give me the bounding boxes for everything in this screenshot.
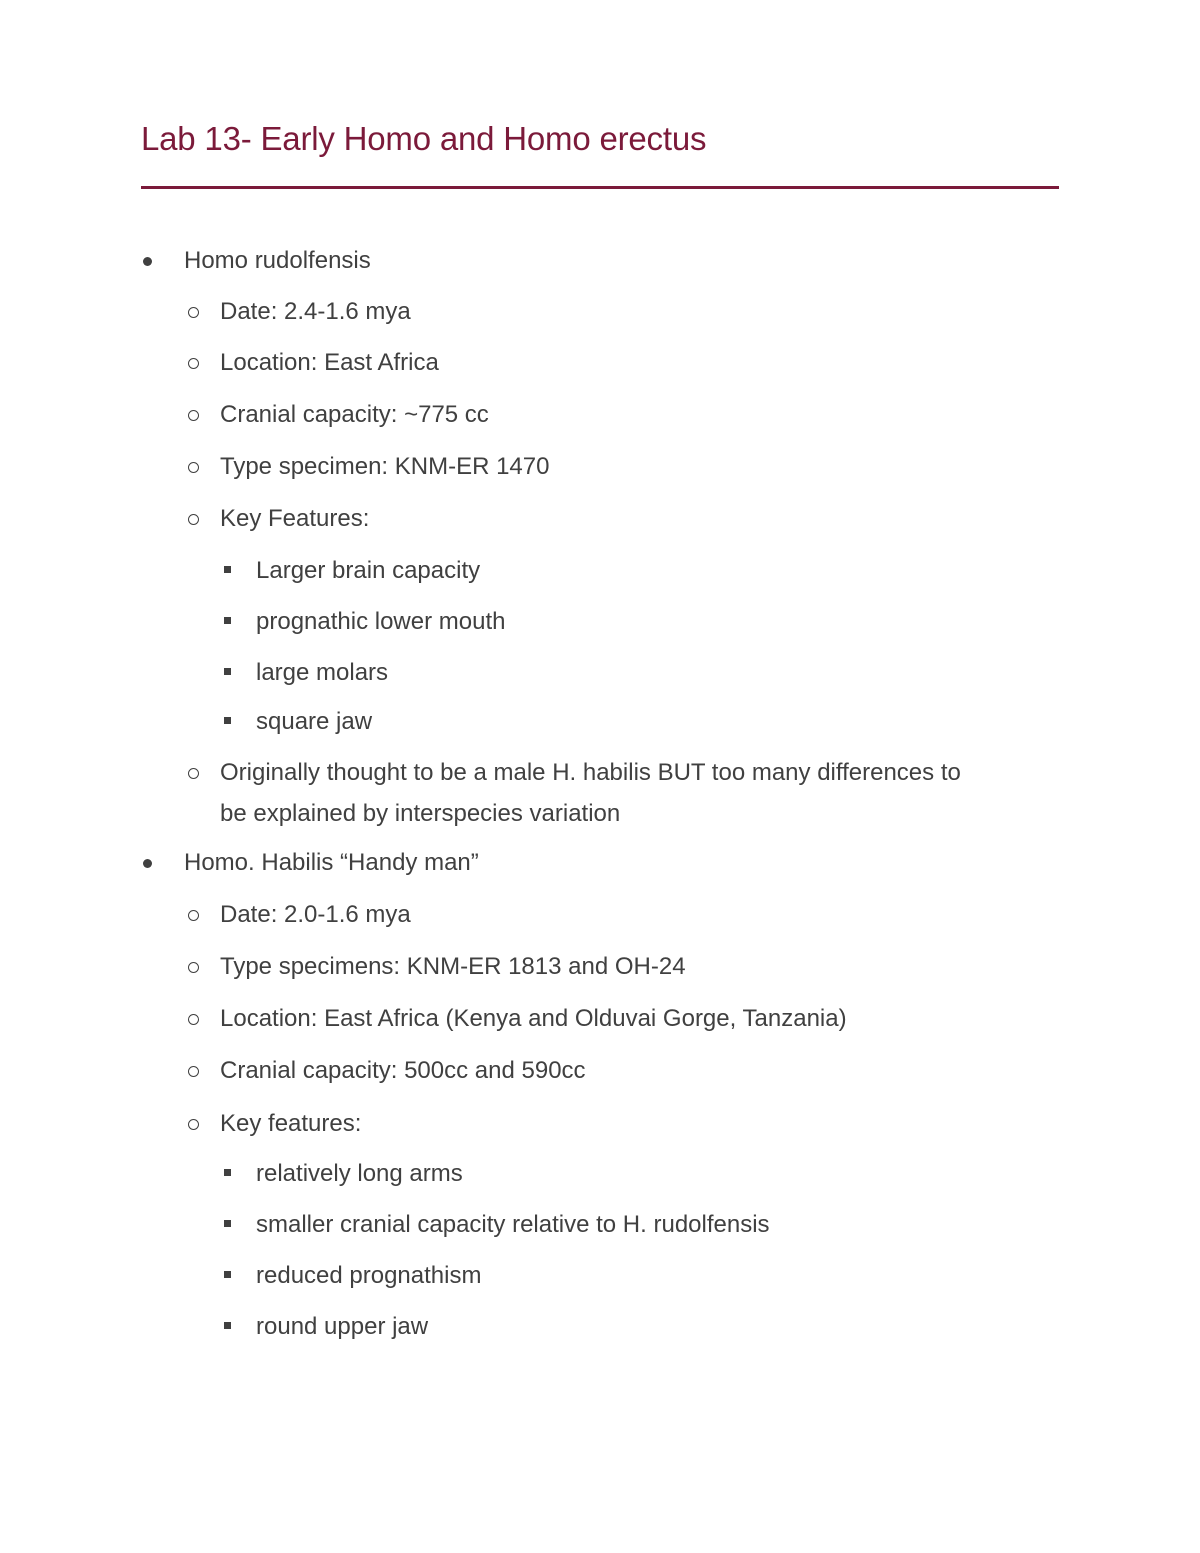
circle-bullet-icon [188,514,199,525]
circle-bullet-icon [188,358,199,369]
circle-bullet-icon [188,410,199,421]
section-heading: Homo. Habilis “Handy man” [184,849,479,876]
feature-item: square jaw [256,708,373,735]
list-item: Key Features: [220,505,370,532]
circle-bullet-icon [188,1014,199,1025]
section-heading: Homo rudolfensis [184,247,371,274]
circle-bullet-icon [188,307,199,318]
list-item: Cranial capacity: 500cc and 590cc [220,1057,586,1084]
circle-bullet-icon [188,910,199,921]
list-item: Key features: [220,1110,362,1137]
feature-item: smaller cranial capacity relative to H. rudolfensis [256,1211,770,1238]
bullet-icon [143,257,152,266]
circle-bullet-icon [188,462,199,473]
list-item: Date: 2.0-1.6 mya [220,901,411,928]
list-item: Location: East Africa [220,349,439,376]
circle-bullet-icon [188,768,199,779]
circle-bullet-icon [188,1119,199,1130]
bullet-icon [143,859,152,868]
feature-item: Larger brain capacity [256,557,481,584]
square-bullet-icon [224,617,231,624]
note-line: be explained by interspecies variation [220,800,621,827]
note-line: Originally thought to be a male H. habilis BUT too many differences to [220,759,961,786]
list-item: Location: East Africa (Kenya and Olduvai Gorge, Tanzania) [220,1005,847,1032]
circle-bullet-icon [188,1066,199,1077]
feature-item: relatively long arms [256,1160,463,1187]
square-bullet-icon [224,1169,231,1176]
feature-item: round upper jaw [256,1313,429,1340]
square-bullet-icon [224,1271,231,1278]
square-bullet-icon [224,717,231,724]
list-item: Type specimens: KNM-ER 1813 and OH-24 [220,953,686,980]
circle-bullet-icon [188,962,199,973]
feature-item: reduced prognathism [256,1262,482,1289]
list-item: Type specimen: KNM-ER 1470 [220,453,550,480]
title-underline [141,186,1059,189]
list-item: Cranial capacity: ~775 cc [220,401,489,428]
square-bullet-icon [224,566,231,573]
feature-item: large molars [256,659,389,686]
square-bullet-icon [224,1220,231,1227]
square-bullet-icon [224,1322,231,1329]
square-bullet-icon [224,668,231,675]
page-title: Lab 13- Early Homo and Homo erectus [141,120,707,157]
list-item: Date: 2.4-1.6 mya [220,298,411,325]
feature-item: prognathic lower mouth [256,608,506,635]
